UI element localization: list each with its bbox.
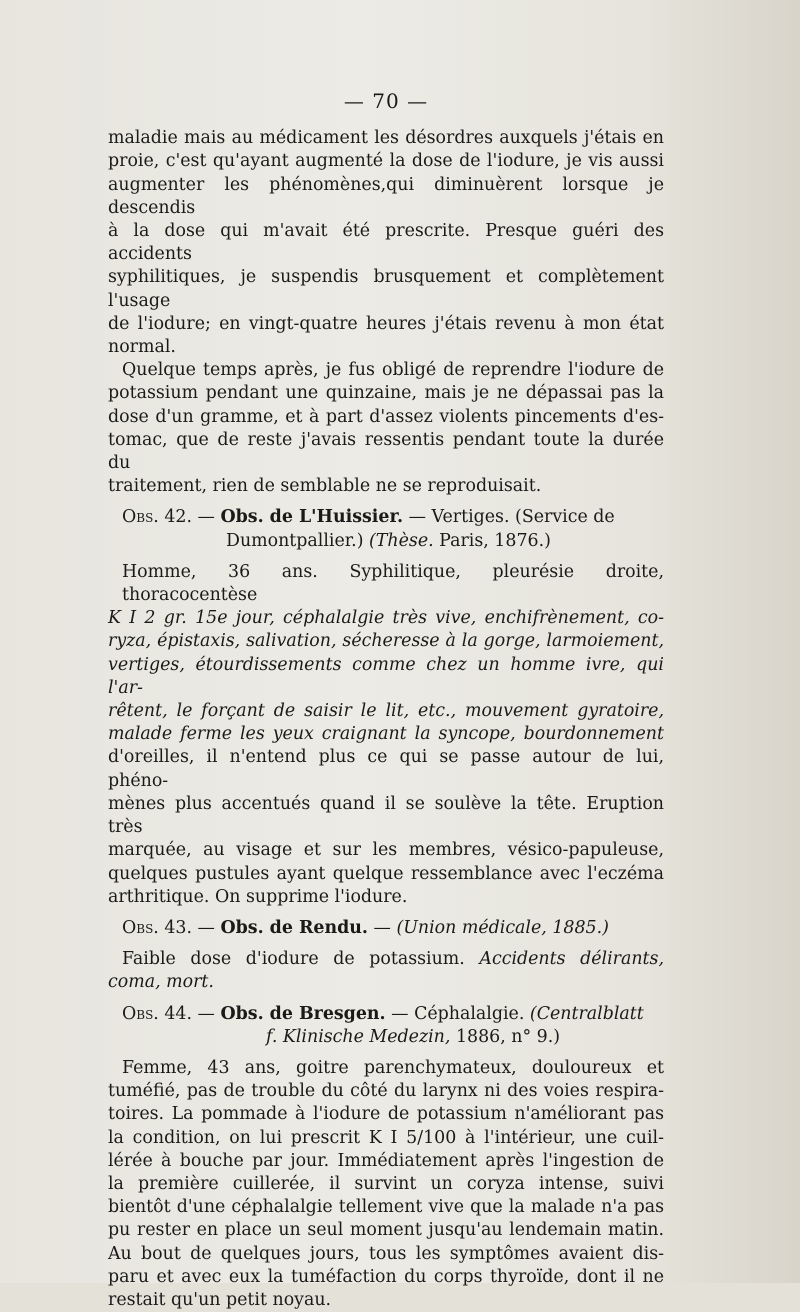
- dash: —: [197, 917, 215, 938]
- obs-source: Paris, 1876.): [433, 530, 551, 551]
- text-line: syphilitiques, je suspendis brusquement et complètement l'usage: [108, 267, 664, 311]
- text-line: marquée, au visage et sur les membres, vésico-papuleuse,: [108, 840, 664, 861]
- text-line: Au bout de quelques jours, tous les symptômes avaient dis-: [108, 1243, 664, 1264]
- text-line: K I 2 gr. 15e jour, céphalalgie très vive, enchifrènement, co-: [108, 608, 664, 629]
- text-line: potassium pendant une quinzaine, mais je ne dépassai pas la: [108, 383, 664, 404]
- observation-body: [108, 561, 664, 909]
- dash: —: [373, 917, 391, 938]
- obs-source-italic: (Thèse.: [369, 530, 434, 551]
- text-line: malade ferme les yeux craignant la syncope, bourdonnement: [108, 724, 664, 745]
- observation-body: [108, 948, 664, 994]
- text-line: restait qu'un petit noyau.: [108, 1289, 332, 1310]
- text-line: à la dose qui m'avait été prescrite. Presque guéri des accidents: [108, 221, 664, 265]
- text-line: traitement, rien de semblable ne se reproduisait.: [108, 476, 542, 497]
- observation-heading: [108, 917, 664, 940]
- text-line: coma, mort.: [108, 972, 214, 993]
- text-line: ryza, épistaxis, salivation, sécheresse à la gorge, larmoiement,: [108, 631, 664, 652]
- paragraph: [108, 359, 664, 498]
- obs-author: Obs. de Bresgen.: [220, 1003, 386, 1024]
- obs-title: Vertiges. (Service de: [431, 507, 615, 528]
- text-line: [108, 948, 664, 971]
- obs-author: Obs. de Rendu.: [220, 917, 368, 938]
- text-line: Femme, 43 ans, goitre parenchymateux, douloureux et: [122, 1057, 664, 1078]
- text-line: tuméfié, pas de trouble du côté du larynx ni des voies respira-: [108, 1081, 664, 1102]
- text-line: proie, c'est qu'ayant augmenté la dose de l'iodure, je vis aussi: [108, 151, 664, 172]
- text-line: la condition, on lui prescrit K I 5/100 à l'intérieur, une cuil-: [108, 1127, 664, 1148]
- obs-source-italic: f. Klinische Medezin,: [266, 1026, 451, 1047]
- obs-source: (Union médicale, 1885.): [396, 917, 609, 938]
- text-line: vertiges, étourdissements comme chez un homme ivre, qui l'ar-: [108, 654, 664, 698]
- dash: —: [197, 1003, 215, 1024]
- page-number: — 70 —: [343, 89, 429, 113]
- text-segment: Faible dose d'iodure de potassium.: [122, 949, 480, 970]
- text-line: normal.: [108, 337, 176, 358]
- page-content: [108, 90, 664, 1312]
- text-line: mènes plus accentués quand il se soulève la tête. Eruption très: [108, 793, 664, 838]
- text-line: toires. La pommade à l'iodure de potassium n'améliorant pas: [108, 1104, 664, 1125]
- obs-source: Dumontpallier.): [226, 530, 370, 551]
- obs-source: (Centralblatt: [529, 1003, 644, 1024]
- text-line: rêtent, le forçant de saisir le lit, etc., mouvement gyratoire,: [108, 701, 664, 722]
- obs-source: 1886, n° 9.): [450, 1026, 561, 1047]
- obs-label: Obs. 44.: [122, 1003, 193, 1024]
- text-segment-italic: Accidents délirants,: [479, 949, 664, 970]
- obs-label: Obs. 43.: [122, 917, 193, 938]
- text-line: arthritique. On supprime l'iodure.: [108, 886, 408, 907]
- observation-heading: [108, 1003, 664, 1049]
- text-line: pu rester en place un seul moment jusqu'au lendemain matin.: [108, 1220, 664, 1241]
- text-line: paru et avec eux la tuméfaction du corps thyroïde, dont il ne: [108, 1266, 664, 1287]
- dash: —: [197, 507, 215, 528]
- obs-label: Obs. 42.: [122, 507, 193, 528]
- dash: —: [391, 1003, 409, 1024]
- observation-heading: [108, 506, 664, 552]
- text-line: tomac, que de reste j'avais ressentis pendant toute la durée du: [108, 429, 664, 474]
- obs-author: Obs. de L'Huissier.: [220, 507, 404, 528]
- text-line: d'oreilles, il n'entend plus ce qui se passe autour de lui, phéno-: [108, 747, 664, 791]
- text-line: Homme, 36 ans. Syphilitique, pleurésie droite, thoracocentèse: [122, 561, 664, 606]
- text-line: quelques pustules ayant quelque ressemblance avec l'eczéma: [108, 863, 664, 884]
- dash: —: [408, 507, 426, 528]
- obs-title: Céphalalgie.: [414, 1003, 525, 1024]
- text-line: Quelque temps après, je fus obligé de reprendre l'iodure de: [122, 360, 664, 381]
- text-line: dose d'un gramme, et à part d'assez violents pincements d'es-: [108, 406, 664, 427]
- paragraph: [108, 127, 664, 359]
- text-line: lérée à bouche par jour. Immédiatement après l'ingestion de: [108, 1150, 664, 1171]
- text-line: bientôt d'une céphalalgie tellement vive que la malade n'a pas: [108, 1197, 664, 1218]
- text-line: augmenter les phénomènes,qui diminuèrent lorsque je descendis: [108, 174, 664, 218]
- text-line: de l'iodure; en vingt-quatre heures j'étais revenu à mon état: [108, 313, 664, 334]
- text-line: la première cuillerée, il survint un coryza intense, suivi: [108, 1173, 664, 1194]
- observation-body: [108, 1057, 664, 1312]
- text-line: maladie mais au médicament les désordres auxquels j'étais en: [108, 128, 664, 149]
